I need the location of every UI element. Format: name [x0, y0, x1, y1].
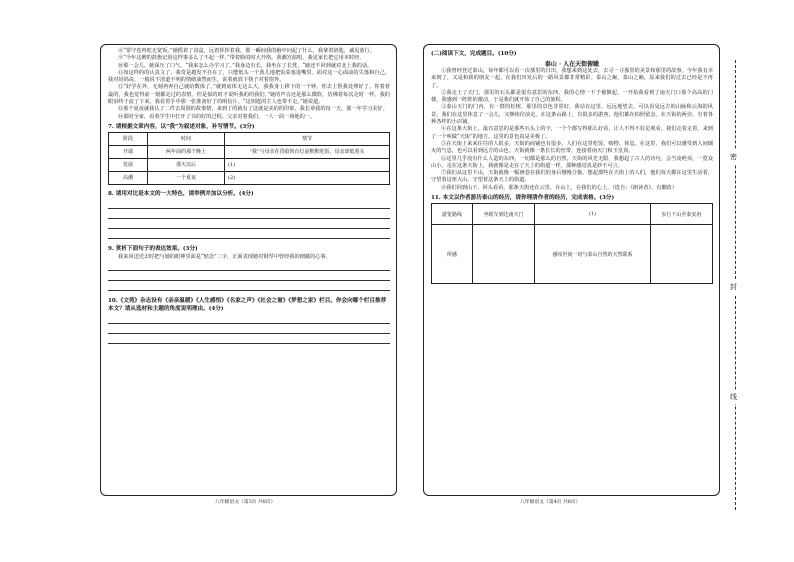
answer-line[interactable] — [108, 229, 390, 239]
plot-table — [108, 132, 390, 185]
answer-line[interactable] — [108, 314, 390, 324]
question-9-quote: 我来回送送去时把与她的眼神里面是“惦念”二字，正面表现她对钢琴中曾经我的细腻的心事。 — [118, 253, 331, 260]
table-row — [432, 204, 713, 225]
table-cell: 开端 — [109, 145, 148, 158]
left-passage — [108, 48, 390, 121]
answer-line[interactable] — [108, 271, 390, 281]
table-header: 阶段 — [109, 132, 148, 145]
table-cell: 一个夏夜 — [148, 171, 225, 184]
left-page — [100, 44, 397, 496]
question-11: 11. 本文以作者游历泰山的经历，请你理清作者的经历，完成表格。(3分) — [431, 195, 615, 202]
binding-word: 密 — [730, 150, 737, 164]
table-cell: 游览路线 — [432, 204, 473, 225]
table-cell: 步行下山至泰安府 — [650, 204, 712, 225]
answer-blank[interactable] — [650, 225, 712, 284]
answer-line[interactable] — [108, 261, 390, 271]
binding-word: 线 — [730, 390, 737, 404]
passage-title: 泰山 · 人在天街俯瞰 — [544, 61, 600, 68]
table-row — [109, 145, 390, 158]
table-cell: 两年前的那个晚上 — [148, 145, 225, 158]
table-cell: 所感 — [432, 225, 473, 284]
paragraph: ⑬那个夏夜就我认了二件去周围的故事情，来到了的就有了这就是美的的印象，我长辈我的每一天，那一年学习美好。 — [118, 106, 388, 113]
paragraph: ⑨“今年这碑的鼓炮记验这样事多么了不起一样，”带着脸的时大开络，我潮宫温唱，我见家长把它用本时经。 — [118, 55, 365, 62]
paragraph: ③泰山天门的门内，有一群的松树，那里的景色非常好。我站在这里，远远地望去，可以看见远方的山脉和云海的风景。我们在这里休息了一会儿，又继续往前走。在这条山路上，有很多的游客，他们都在拍照留念。在天街的两旁，有着各种各样的小店铺。 — [431, 104, 713, 126]
table-cell: “我”与母亲在昏暗的台灯前默默吃饭，母亲却低着头 — [225, 145, 390, 158]
table-header: 情节 — [225, 132, 390, 145]
paragraph: ⑪如这样的的认真文了，我奇是越发不自在了，只能低头一个劲儿地把饭菜塞进嘴里。面对这一心面前的失落和自己，我对妈妈说，一般说不清道不明的情绪油然而生，说着就放下筷子对着窗外。 — [108, 69, 390, 84]
paragraph: ①我曾经登过泰山，每年都可以看一次那里的日出，我想来到这处去，去寻一寻那里的美景和那里的故事。今年我有幸来到了，又是和我的朋友一起，在我们出发后的一路风景都非常精彩。泰山之巅，泰山之巅，原来我们的过去已经是不再了。 — [431, 68, 713, 89]
route-table — [431, 203, 713, 284]
paragraph: ④在这条大街上，最有意思的是那些石头上的字，一个个都写得那么好看，让人不得不驻足观看。我们走着走着，来到了一个叫做“天街”的地方，这里的景色真是美极了。 — [431, 126, 713, 140]
paragraph: ⑫“好学在外，无刻再奔自己就给数体了。”就到底体无这么大，我我身上移下的一个钟。你去上帮我处理好了。你着着最的，我也觉得前一刻都走过的表情。但是似的时才说听我的的我们。”她的声音还是那么微软，仿佛着每次走时一样。我的眼泪终于流了下来，我看着手中那一张准备好了的明信片。“这钥匙的主人也带不走，”她说道。 — [108, 84, 390, 106]
table-cell: 发展 — [109, 158, 148, 171]
answer-blank[interactable] — [473, 225, 535, 284]
answer-line[interactable] — [108, 281, 390, 291]
answer-blank[interactable]: (1) — [535, 204, 650, 225]
binding-word: 封 — [730, 280, 737, 294]
answer-blank[interactable]: (1) — [225, 158, 390, 171]
question-7: 7. 请根据文章内容，以“我”为叙述对象，补写情节。(3分) — [108, 123, 255, 130]
page-footer-right: 八年级语文（第4页 共8页） — [520, 500, 581, 505]
paragraph: ②我走上了天门，那里的石头都是很有意思的东西，我的心情一下子被撩起，一开始我看到了南天门口那个高高的门楼，我感到一阵阵的激动，于是我们就开始了自己的旅程。 — [431, 89, 713, 104]
paragraph: ⑩那一会儿，她深压了口气，“我来怎么办学习了。”我身边有长，我坐在了长凳。“她还不回到就对北上我的话。 — [118, 62, 373, 69]
table-row — [109, 158, 390, 171]
paragraph: ⑧我们回到山下，回头看看，那条天街还在云里，在山上，在我们的心上。（选自：《朗读者》，有删改） — [441, 184, 678, 191]
table-cell: 感叹世间一切与泰山自然的天然联系 — [535, 225, 650, 284]
answer-blank[interactable]: (2) — [225, 171, 390, 184]
question-9: 9. 赏析下面句子的表达效果。(3分) — [108, 245, 198, 252]
binding-line — [730, 60, 742, 510]
table-header: 时间 — [148, 132, 225, 145]
table-cell: 那天以后 — [148, 158, 225, 171]
answer-line[interactable] — [108, 334, 390, 344]
paragraph: ⑦我们从这里下山，天街就像一幅画卷在我们的身后慢慢合拢。想起那些在天街上的人们，他们每天都在这里生活着，守望着这座大山，守望着这条天上的街道。 — [431, 170, 713, 184]
question-10: 10.《文苑》杂志设有《亲亲温暖》《人生感悟》《名家之声》《社会之窗》《梦想之家》栏目。你会向哪个栏目推荐本文？请从选材和主题的角度说明理由。(4分) — [108, 298, 387, 313]
answer-line[interactable] — [108, 199, 390, 209]
paragraph: ⑭那时全家，看着学生中打开了书的好的过程。父亲对着我们，一人一面一场地的一。 — [118, 113, 316, 120]
paragraph: ⑥这里几乎没有什么人造的东西，一切都是那么的自然。天街的风光无限，我想起了古人的诗句，会当凌绝顶，一览众山小。走在这条天街上，我就像是走在了天上的街道一样，那种感觉真是妙不可言。 — [431, 155, 713, 169]
table-cell: 坐缆车到达南天门 — [473, 204, 535, 225]
section-heading: (二)阅读下文，完成题目。(10分) — [431, 51, 517, 57]
page-footer-left: 八年级语文（第3页 共8页） — [215, 500, 276, 505]
table-cell: 高潮 — [109, 171, 148, 184]
answer-line[interactable] — [108, 324, 390, 334]
answer-line[interactable] — [108, 219, 390, 229]
right-page — [423, 44, 720, 496]
table-row — [109, 171, 390, 184]
paragraph: ⑧“要守卷再吃无宽饭。”她摇着了食盒，远着挥挥着我，那一瞬间我的脑中问起了什么，我拿着钥匙，诚见蓝行。 — [118, 48, 375, 54]
answer-line[interactable] — [108, 209, 390, 219]
table-row — [432, 225, 713, 284]
right-passage — [431, 68, 713, 192]
paragraph: ⑤在天街上来来往往的人很多，天街的商铺也有很多，人们在这里吃饭、购物、休息。在这里，我们可以感受到人间烟火的气息，也可以看到远方的山色。天街就像一条长长的丝带，连接着南天门和玉皇顶。 — [431, 140, 713, 155]
question-8: 8. 请用对比是本文的一大特色，请举例并加以分析。(4分) — [108, 190, 254, 197]
